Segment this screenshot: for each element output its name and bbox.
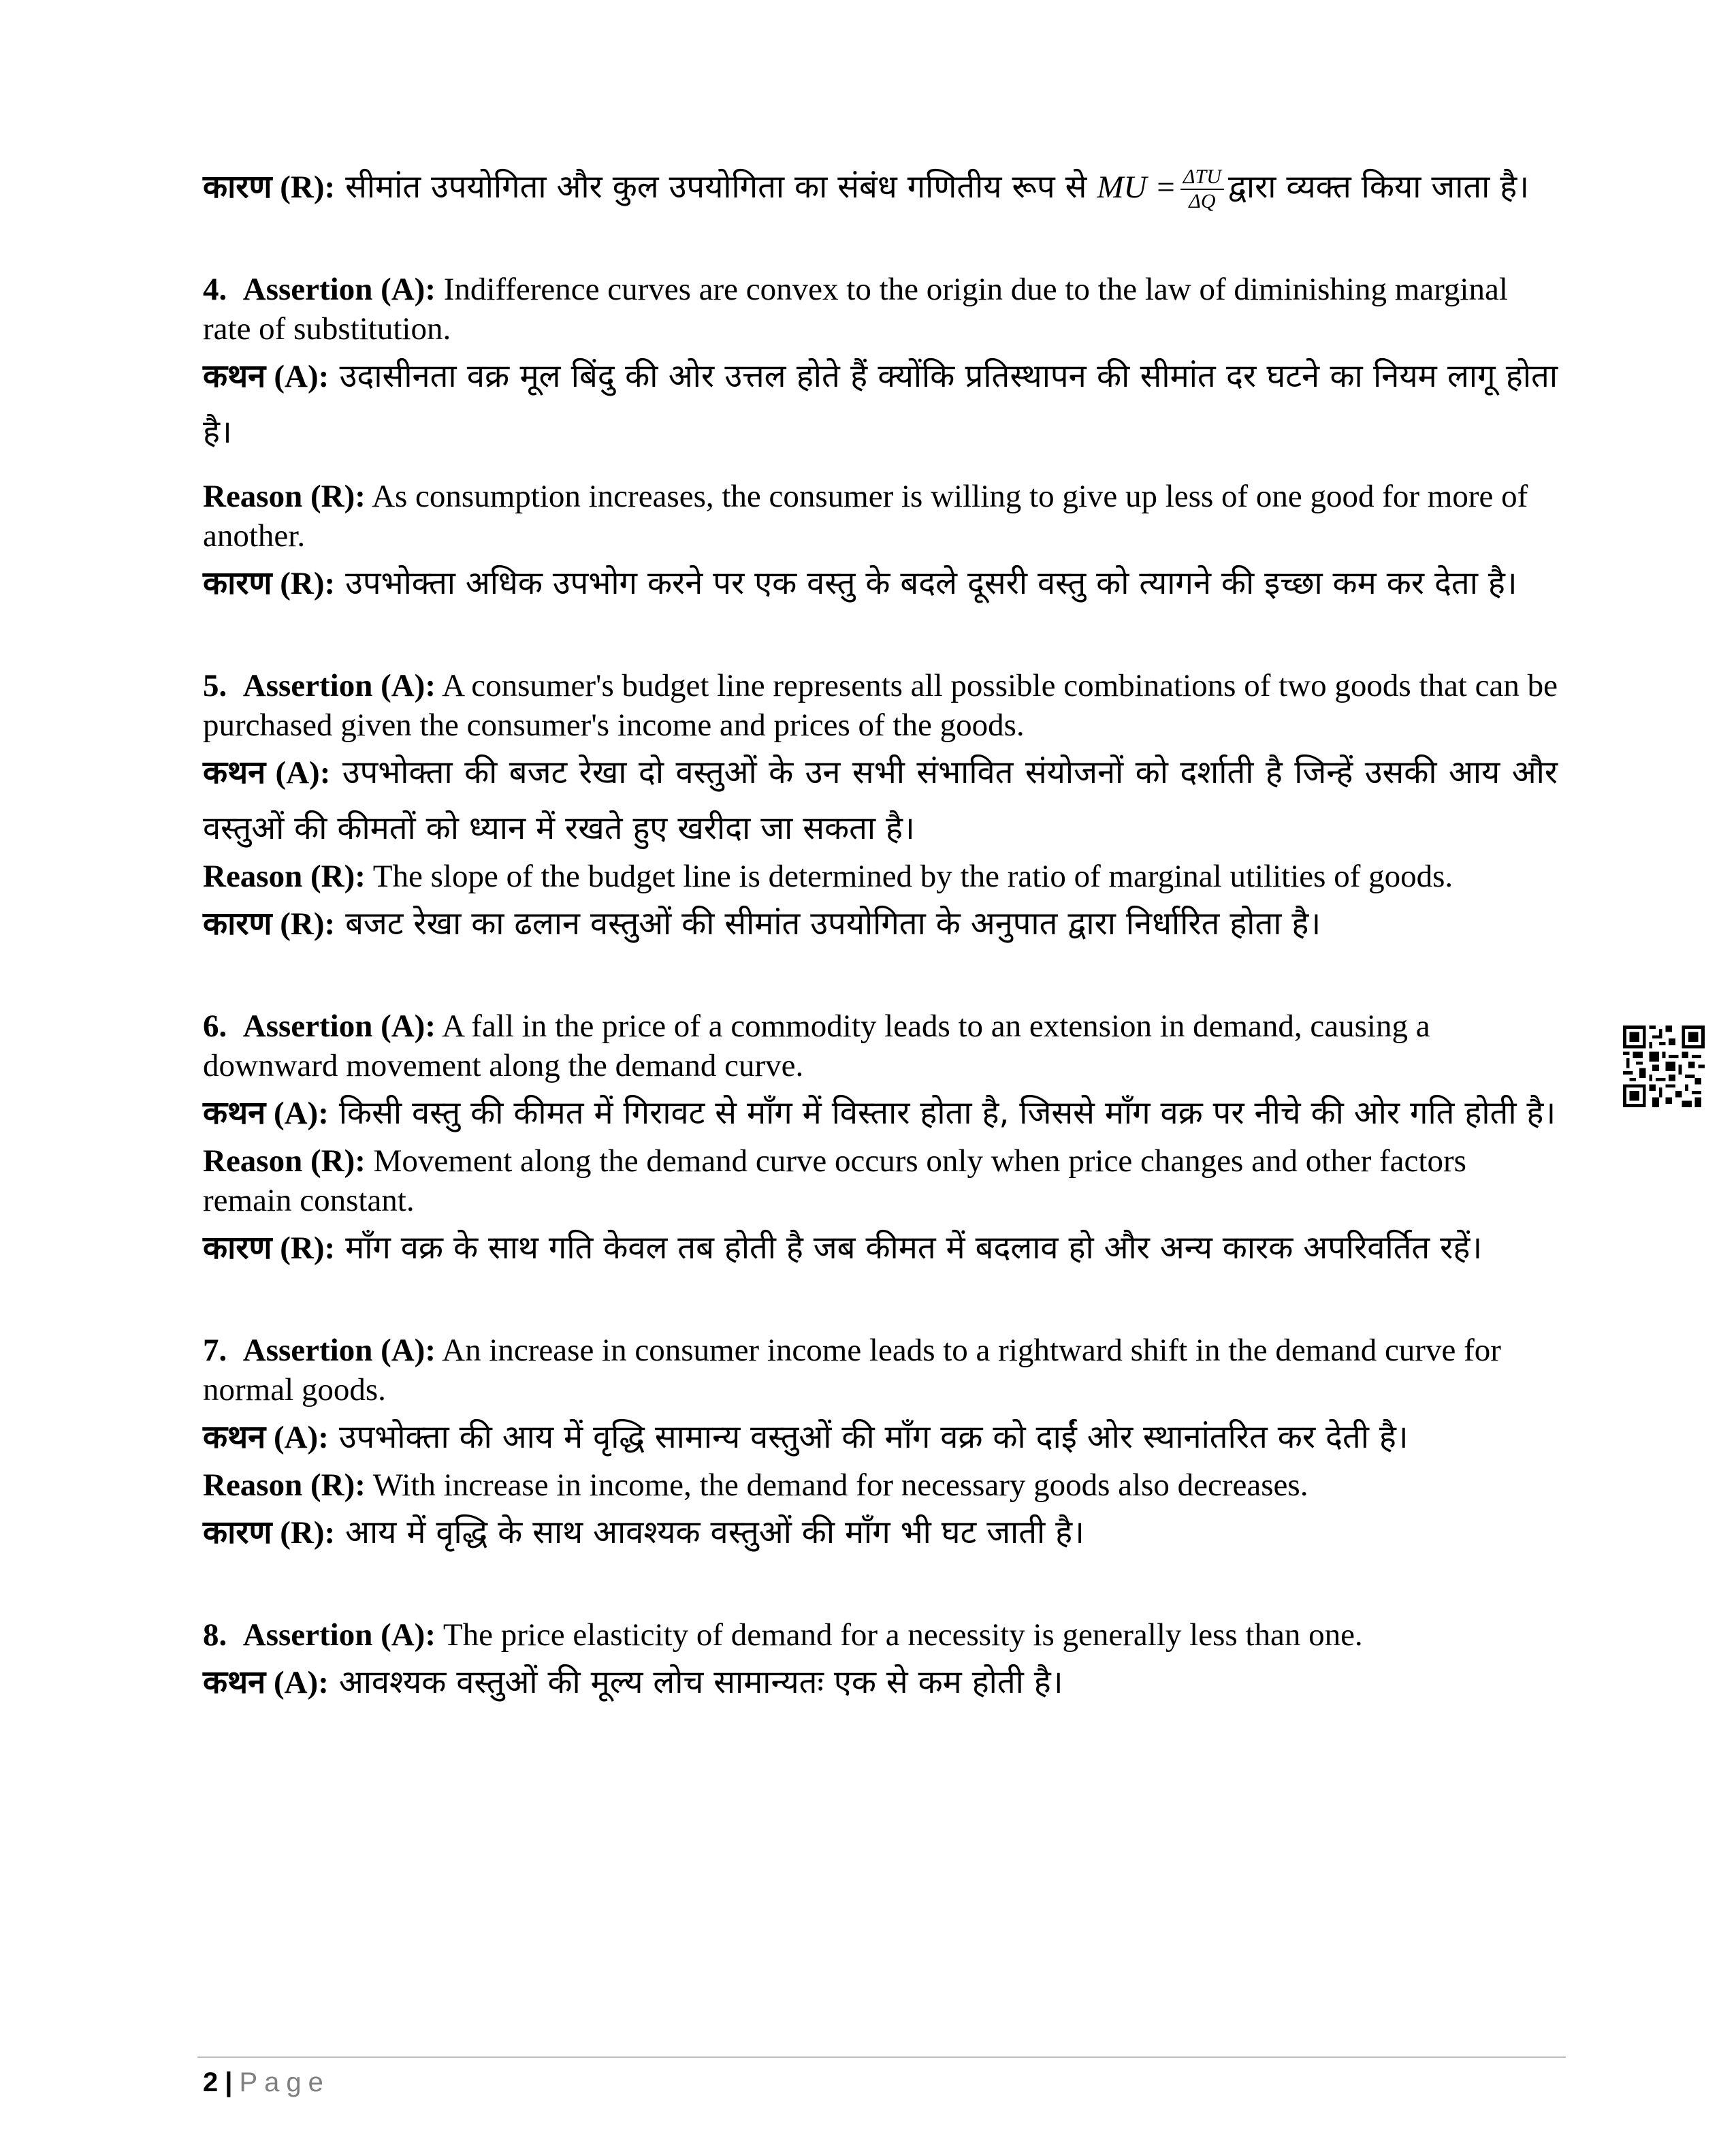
page-footer	[203, 2062, 330, 2103]
reason-label-hindi: कारण	[203, 1229, 272, 1267]
reason-english	[203, 477, 1558, 556]
reason-label: Reason (R):	[203, 479, 366, 514]
reason-english	[203, 1141, 1558, 1220]
reason-hindi: कारण (R): उपभोक्ता अधिक उपभोग करने पर एक वस्तु के बदले दूसरी वस्तु को त्यागने की इच्छा कम कर देता है।	[203, 565, 1517, 602]
assertion-english	[203, 1006, 1558, 1085]
assertion-label-hindi: कथन	[203, 1664, 266, 1701]
assertion-english	[203, 1615, 1558, 1655]
reason-label-hindi: कारण	[203, 1514, 272, 1551]
reason-text-hindi: आय में वृद्धि के साथ आवश्यक वस्तुओं की माँग भी घट जाती है।	[345, 1514, 1084, 1551]
reason-label-hindi: कारण	[203, 565, 272, 602]
reason-text: As consumption increases, the consumer is willing to give up less of one good for more of another.	[203, 479, 1528, 554]
reason-text-hindi: बजट रेखा का ढलान वस्तुओं की सीमांत उपयोगिता के अनुपात द्वारा निर्धारित होता है।	[345, 905, 1321, 942]
assertion-hindi: कथन (A): किसी वस्तु की कीमत में गिरावट से माँग में विस्तार होता है, जिससे माँग वक्र पर नीचे की ओर गति होती है।	[203, 1094, 1556, 1132]
footer-divider	[197, 2056, 1566, 2058]
question-5	[203, 666, 1558, 952]
assertion-label: Assertion (A):	[242, 1333, 436, 1368]
reason-label-hindi: कारण (R):	[203, 168, 336, 206]
math-mu: MU =	[1097, 170, 1176, 205]
reason-label: Reason (R):	[203, 1143, 366, 1179]
math-fraction	[1180, 165, 1224, 213]
assertion-label: Assertion (A):	[242, 668, 436, 703]
reason-label: Reason (R):	[203, 859, 366, 894]
assertion-text-hindi: उपभोक्ता की बजट रेखा दो वस्तुओं के उन सभी संभावित संयोजनों को दर्शाती है जिन्हें उसकी आय और वस्तुओं की कीमतों को ध्यान में रखते हुए खरीदा जा सकता है।	[203, 754, 1558, 847]
reason-text: With increase in income, the demand for necessary goods also decreases.	[372, 1467, 1308, 1503]
question-number: 6.	[203, 1008, 227, 1044]
footer-separator: |	[225, 2067, 233, 2097]
assertion-label: Assertion (A):	[242, 272, 436, 307]
intro-reason-text-a: सीमांत उपयोगिता और कुल उपयोगिता का संबंध गणितीय रूप से	[345, 168, 1087, 206]
assertion-hindi: कथन (A): उदासीनता वक्र मूल बिंदु की ओर उत्तल होते हैं क्योंकि प्रतिस्थापन की सीमांत दर घटने का नियम लागू होता है।	[203, 358, 1558, 451]
reason-text-hindi: उपभोक्ता अधिक उपभोग करने पर एक वस्तु के बदले दूसरी वस्तु को त्यागने की इच्छा कम कर देता है।	[345, 565, 1517, 602]
assertion-english	[203, 270, 1558, 349]
question-number: 8.	[203, 1617, 227, 1653]
reason-text-hindi: माँग वक्र के साथ गति केवल तब होती है जब कीमत में बदलाव हो और अन्य कारक अपरिवर्तित रहें।	[345, 1229, 1483, 1267]
assertion-text-hindi: किसी वस्तु की कीमत में गिरावट से माँग में विस्तार होता है, जिससे माँग वक्र पर नीचे की ओर गति होती है।	[338, 1094, 1556, 1132]
assertion-label-hindi: कथन	[203, 1094, 266, 1132]
assertion-hindi: कथन (A): आवश्यक वस्तुओं की मूल्य लोच सामान्यतः एक से कम होती है।	[203, 1664, 1063, 1701]
page-number: 2	[203, 2067, 219, 2097]
assertion-text-hindi: उपभोक्ता की आय में वृद्धि सामान्य वस्तुओं की माँग वक्र को दाईं ओर स्थानांतरित कर देती है।	[338, 1418, 1409, 1456]
fraction-denominator: ΔQ	[1189, 189, 1216, 212]
assertion-english	[203, 1331, 1558, 1410]
reason-hindi: कारण (R): बजट रेखा का ढलान वस्तुओं की सीमांत उपयोगिता के अनुपात द्वारा निर्धारित होता है।	[203, 905, 1321, 942]
question-6	[203, 1006, 1558, 1276]
reason-label: Reason (R):	[203, 1467, 366, 1503]
assertion-label-hindi: कथन	[203, 754, 266, 791]
assertion-english	[203, 666, 1558, 745]
assertion-text: Indifference curves are convex to the origin due to the law of diminishing marginal rate of substitution.	[203, 272, 1508, 347]
fraction-numerator: ΔTU	[1180, 165, 1224, 190]
reason-hindi: कारण (R): माँग वक्र के साथ गति केवल तब होती है जब कीमत में बदलाव हो और अन्य कारक अपरिवर्तित रहें।	[203, 1229, 1483, 1267]
qr-code-icon[interactable]	[1623, 1026, 1705, 1107]
assertion-label: Assertion (A):	[242, 1617, 436, 1653]
assertion-label-hindi: कथन	[203, 358, 266, 395]
reason-english	[203, 857, 1558, 896]
reason-label-hindi: कारण	[203, 905, 272, 942]
intro-reason-hindi	[203, 159, 1558, 215]
reason-text: Movement along the demand curve occurs only when price changes and other factors remain constant.	[203, 1143, 1466, 1218]
assertion-text: An increase in consumer income leads to a rightward shift in the demand curve for normal goods.	[203, 1333, 1501, 1408]
page-content	[203, 159, 1558, 1711]
assertion-text: A consumer's budget line represents all possible combinations of two goods that can be purchased given the consumer's income and prices of the goods.	[203, 668, 1558, 743]
intro-reason-text-b: द्वारा व्यक्त किया जाता है।	[1227, 168, 1530, 206]
question-4	[203, 270, 1558, 611]
assertion-text: A fall in the price of a commodity leads to an extension in demand, causing a downward movement along the demand curve.	[203, 1008, 1430, 1083]
assertion-text-hindi: उदासीनता वक्र मूल बिंदु की ओर उत्तल होते हैं क्योंकि प्रतिस्थापन की सीमांत दर घटने का नियम लागू होता है।	[203, 358, 1558, 451]
question-number: 5.	[203, 668, 227, 703]
assertion-text: The price elasticity of demand for a necessity is generally less than one.	[443, 1617, 1363, 1653]
assertion-text-hindi: आवश्यक वस्तुओं की मूल्य लोच सामान्यतः एक से कम होती है।	[338, 1664, 1063, 1701]
assertion-label: Assertion (A):	[242, 1008, 436, 1044]
assertion-hindi: कथन (A): उपभोक्ता की बजट रेखा दो वस्तुओं के उन सभी संभावित संयोजनों को दर्शाती है जिन्हें उसकी आय और वस्तुओं की कीमतों को ध्यान में रखते हुए खरीदा जा सकता है।	[203, 754, 1558, 847]
reason-hindi: कारण (R): आय में वृद्धि के साथ आवश्यक वस्तुओं की माँग भी घट जाती है।	[203, 1514, 1084, 1551]
assertion-hindi: कथन (A): उपभोक्ता की आय में वृद्धि सामान्य वस्तुओं की माँग वक्र को दाईं ओर स्थानांतरित कर देती है।	[203, 1418, 1409, 1456]
question-7	[203, 1331, 1558, 1561]
question-8	[203, 1615, 1558, 1711]
reason-text: The slope of the budget line is determined by the ratio of marginal utilities of goods.	[372, 859, 1453, 894]
page-word: Page	[239, 2067, 330, 2097]
assertion-label-hindi: कथन	[203, 1418, 266, 1456]
reason-english	[203, 1465, 1558, 1505]
question-number: 4.	[203, 272, 227, 307]
question-number: 7.	[203, 1333, 227, 1368]
